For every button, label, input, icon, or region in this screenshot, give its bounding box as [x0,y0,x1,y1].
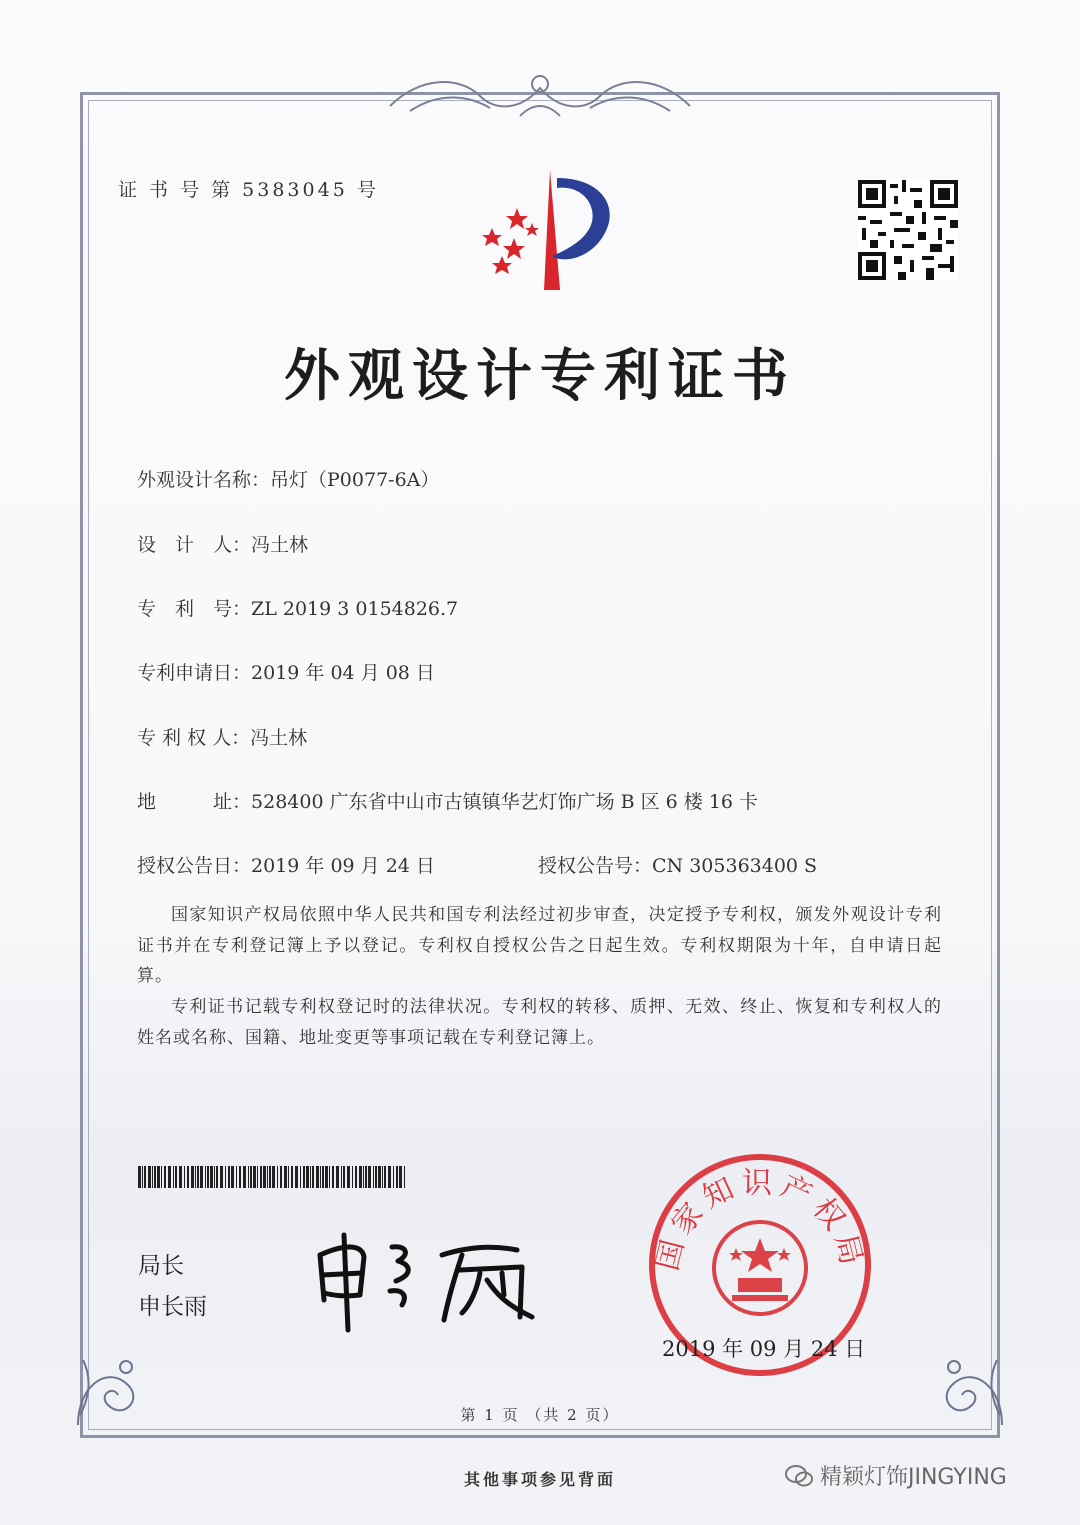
barcode-bar [205,1166,206,1188]
barcode-bar [352,1166,353,1188]
barcode-bar [284,1166,287,1188]
barcode-bar [175,1166,177,1188]
watermark-text: 精颖灯饰JINGYING [820,1465,1007,1490]
field-grant-date [137,851,435,878]
field-value: 吊灯（P0077-6A） [270,469,440,491]
barcode-bar [316,1166,319,1188]
barcode-bar [157,1166,160,1188]
barcode-bar [375,1166,377,1188]
barcode-bar [396,1166,398,1188]
field-value: 冯土林 [250,727,308,749]
field-value: ZL 2019 3 0154826.7 [251,598,459,620]
barcode-bar [267,1166,268,1188]
field-label: 专 利 号： [137,598,252,620]
barcode-bar [148,1166,151,1188]
barcode-bar [303,1166,305,1188]
barcode-bar [216,1166,218,1188]
barcode-bar [300,1166,301,1188]
footer-note: 其他事项参见背面 [463,1470,616,1489]
barcode-bar [347,1166,350,1188]
barcode-bar [253,1166,256,1188]
signatory-name: 申长雨 [138,1294,207,1320]
field-application-date [137,658,435,685]
patent-office-emblem-icon [462,168,632,293]
barcode-bar [263,1166,266,1188]
barcode-bar [322,1166,324,1188]
barcode-bar [310,1166,311,1188]
field-address [137,787,758,814]
field-label: 授权公告日： [137,855,252,877]
barcode-bar [179,1166,182,1188]
barcode-bar [329,1166,330,1188]
barcode-bar [378,1166,381,1188]
barcode-bar [312,1166,314,1188]
barcode-bar [355,1166,357,1188]
field-value: 528400 广东省中山市古镇镇华艺灯饰广场 B 区 6 楼 16 卡 [251,791,759,813]
barcode-bar [388,1166,391,1188]
barcode-bar [306,1166,309,1188]
barcode-bar [220,1166,223,1188]
barcode-bar [399,1166,402,1188]
barcode-bar [243,1166,246,1188]
barcode-bar [365,1166,367,1188]
field-value: 2019 年 04 月 08 日 [251,662,435,684]
barcode-bar [225,1166,226,1188]
barcode-bar [248,1166,249,1188]
barcode-bar [228,1166,230,1188]
issue-date: 2019 年 09 月 24 日 [662,1337,866,1361]
barcode-bar [231,1166,234,1188]
field-label: 授权公告号： [538,855,653,877]
barcode-bar [236,1166,237,1188]
watermark [784,1460,1007,1491]
barcode-bar [197,1166,199,1188]
barcode-bar [239,1166,241,1188]
barcode-bar [336,1166,339,1188]
field-label: 地 址： [137,791,252,813]
field-label: 设 计 人： [137,534,252,556]
field-value: 2019 年 09 月 24 日 [251,855,435,877]
barcode-bar [384,1166,386,1188]
certificate-number: 证 书 号 第 5383045 号 [118,179,379,201]
barcode-bar [173,1166,174,1188]
barcode-bar [144,1166,146,1188]
barcode-bar [325,1166,328,1188]
barcode-bar [332,1166,334,1188]
field-patentee [137,723,307,750]
barcode-bar [210,1166,213,1188]
barcode-bar [269,1166,271,1188]
wechat-icon [784,1463,814,1489]
barcode-bar [277,1166,278,1188]
barcode-bar [363,1166,364,1188]
barcode-bar [138,1166,141,1188]
barcode-bar [184,1166,185,1188]
field-patent-number [137,594,458,621]
barcode-bar [191,1166,194,1188]
barcode-bar [320,1166,321,1188]
handwritten-signature [312,1225,552,1335]
field-value: CN 305363400 S [652,855,818,877]
barcode-bar [257,1166,258,1188]
barcode-bar [161,1166,162,1188]
barcode-bar [250,1166,252,1188]
barcode-bar [214,1166,215,1188]
barcode-bar [272,1166,275,1188]
signatory-title: 局长 [138,1253,184,1279]
barcode-bar [195,1166,196,1188]
field-label: 专 利 权 人： [137,727,251,749]
barcode-bar [368,1166,371,1188]
certificate-title: 外观设计专利证书 [284,343,796,409]
barcode [138,1166,408,1188]
barcode-bar [295,1166,298,1188]
field-label: 专利申请日： [137,662,252,684]
barcode-bar [288,1166,289,1188]
field-design-name [137,465,439,492]
barcode-bar [142,1166,143,1188]
barcode-bar [359,1166,362,1188]
barcode-bar [200,1166,203,1188]
barcode-bar [152,1166,153,1188]
barcode-bar [260,1166,262,1188]
body-paragraph: 专利证书记载专利权登记时的法律状况。专利权的转移、质押、无效、终止、恢复和专利权人的姓名或名称、国籍、地址变更等事项记载在专利登记簿上。 [137,997,942,1048]
barcode-bar [393,1166,394,1188]
qr-code [858,180,958,280]
barcode-bar [168,1166,171,1188]
barcode-bar [343,1166,345,1188]
top-ornament [380,66,700,126]
barcode-bar [404,1166,405,1188]
field-designer [137,530,308,557]
field-value: 冯土林 [251,534,309,556]
barcode-bar [280,1166,282,1188]
barcode-bar [373,1166,374,1188]
field-announcement-number [538,851,817,878]
field-label: 外观设计名称： [137,469,271,491]
barcode-bar [207,1166,209,1188]
barcode-bar [187,1166,189,1188]
barcode-bar [382,1166,383,1188]
seal-text: 国家知识产权局 [649,1165,871,1275]
page-number: 第 1 页 （共 2 页） [460,1406,620,1424]
barcode-bar [291,1166,293,1188]
barcode-bar [164,1166,166,1188]
barcode-bar [154,1166,156,1188]
barcode-bar [341,1166,342,1188]
body-paragraph: 国家知识产权局依照中华人民共和国专利法经过初步审查，决定授予专利权，颁发外观设计专利证书并在专利登记簿上予以登记。专利权自授权公告之日起生效。专利权期限为十年，自申请日起算。 [137,905,942,986]
